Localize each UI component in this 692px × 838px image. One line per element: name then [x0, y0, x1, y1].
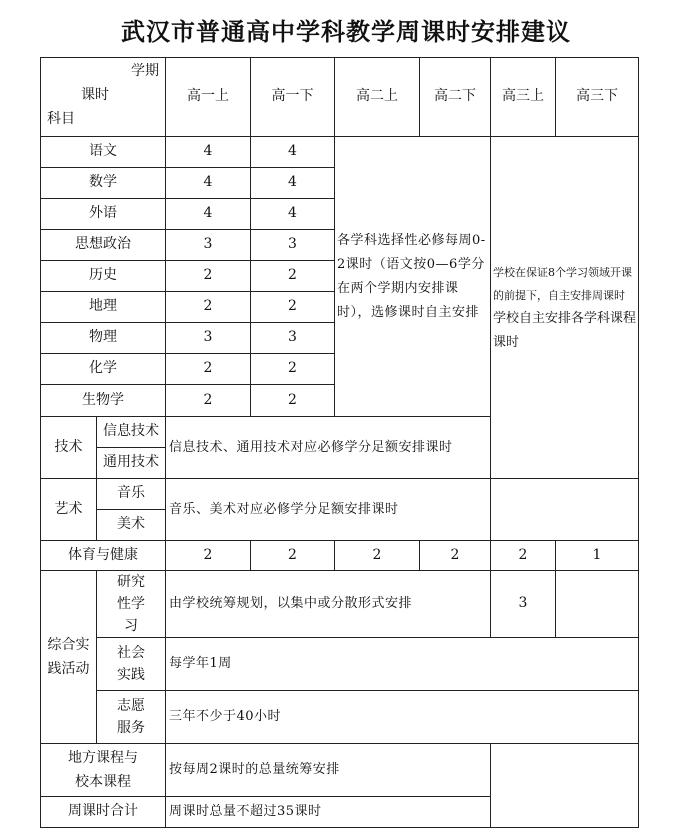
empty-cell — [556, 571, 639, 638]
hours-cell: 2 — [166, 385, 251, 417]
hours-cell: 4 — [166, 168, 251, 199]
term-header: 高一下 — [251, 58, 335, 137]
hours-cell: 2 — [166, 261, 251, 292]
subject-name: 外语 — [41, 199, 166, 230]
total-note: 周课时总量不超过35课时 — [166, 797, 491, 828]
table-row — [41, 691, 639, 744]
local-label: 地方课程与校本课程 — [68, 750, 138, 790]
subject-name: 物理 — [41, 323, 166, 354]
subject-name: 化学 — [41, 354, 166, 385]
corner-subject-label: 科目 — [47, 110, 75, 127]
subject-name — [97, 638, 166, 691]
practice-item-label: 社会实践 — [117, 645, 145, 683]
hours-cell: 2 — [491, 541, 556, 571]
hours-cell: 2 — [251, 261, 335, 292]
table-row — [41, 479, 639, 510]
local-note: 按每周2课时的总量统筹安排 — [166, 744, 491, 797]
subject-name: 历史 — [41, 261, 166, 292]
hours-cell: 2 — [251, 292, 335, 323]
hours-cell: 2 — [335, 541, 420, 571]
header-row — [41, 58, 639, 137]
group-name — [41, 571, 97, 744]
hours-cell: 2 — [251, 541, 335, 571]
table-row — [41, 744, 639, 797]
corner-cell — [41, 58, 166, 137]
subject-name: 思想政治 — [41, 230, 166, 261]
practice-note: 三年不少于40小时 — [166, 691, 639, 744]
page-title: 武汉市普通高中学科教学周课时安排建议 — [121, 17, 571, 46]
hours-cell: 2 — [166, 292, 251, 323]
subject-name: 通用技术 — [97, 448, 166, 479]
subject-name — [97, 691, 166, 744]
subject-name: 地理 — [41, 292, 166, 323]
term-header: 高二上 — [335, 58, 420, 137]
group-name: 技术 — [41, 417, 97, 479]
hours-cell: 2 — [420, 541, 491, 571]
practice-item-label: 研究性学习 — [117, 574, 145, 634]
subject-name — [97, 571, 166, 638]
art-note: 音乐、美术对应必修学分足额安排课时 — [166, 479, 491, 541]
subject-name: 音乐 — [97, 479, 166, 510]
tech-note: 信息技术、通用技术对应必修学分足额安排课时 — [166, 417, 491, 479]
hours-cell: 4 — [251, 137, 335, 168]
hours-cell: 3 — [491, 571, 556, 638]
term-header: 高三下 — [556, 58, 639, 137]
group-name: 艺术 — [41, 479, 97, 541]
grade3-note — [491, 137, 639, 479]
term-header: 高二下 — [420, 58, 491, 137]
subject-name: 信息技术 — [97, 417, 166, 448]
practice-note: 每学年1周 — [166, 638, 639, 691]
hours-cell: 3 — [251, 230, 335, 261]
table-row — [41, 541, 639, 571]
hours-cell: 2 — [251, 385, 335, 417]
table-row — [41, 638, 639, 691]
hours-cell: 2 — [166, 541, 251, 571]
hours-cell: 2 — [251, 354, 335, 385]
hours-cell: 3 — [166, 230, 251, 261]
hours-cell: 4 — [166, 199, 251, 230]
hours-cell: 3 — [251, 323, 335, 354]
subject-name: 数学 — [41, 168, 166, 199]
subject-name: 生物学 — [41, 385, 166, 417]
practice-note: 由学校统筹规划，以集中或分散形式安排 — [166, 571, 491, 638]
subject-name — [41, 744, 166, 797]
practice-group-label: 综合实践活动 — [47, 637, 90, 677]
hours-cell: 3 — [166, 323, 251, 354]
hours-cell: 1 — [556, 541, 639, 571]
subject-name: 美术 — [97, 510, 166, 541]
subject-name: 语文 — [41, 137, 166, 168]
empty-cell — [491, 479, 639, 541]
term-header: 高一上 — [166, 58, 251, 137]
table-row — [41, 571, 639, 638]
table-row — [41, 137, 639, 168]
corner-hours-label: 课时 — [81, 86, 109, 103]
grade2-note: 各学科选择性必修每周0-2课时（语文按0—6学分在两个学期内安排课时），选修课时自主安排 — [335, 137, 491, 417]
term-header: 高三上 — [491, 58, 556, 137]
grade3-note-small: 学校在保证8个学习领域开课的前提下，自主安排周课时 — [493, 265, 632, 302]
subject-name: 周课时合计 — [41, 797, 166, 828]
practice-item-label: 志愿服务 — [117, 698, 145, 736]
hours-cell: 4 — [251, 199, 335, 230]
hours-cell: 2 — [166, 354, 251, 385]
grade3-note-big: 学校自主安排各学科课程课时 — [493, 310, 637, 350]
corner-term-label: 学期 — [131, 62, 159, 79]
schedule-table — [40, 57, 639, 828]
hours-cell: 4 — [251, 168, 335, 199]
hours-cell: 4 — [166, 137, 251, 168]
empty-cell — [491, 744, 639, 828]
subject-name: 体育与健康 — [41, 541, 166, 571]
